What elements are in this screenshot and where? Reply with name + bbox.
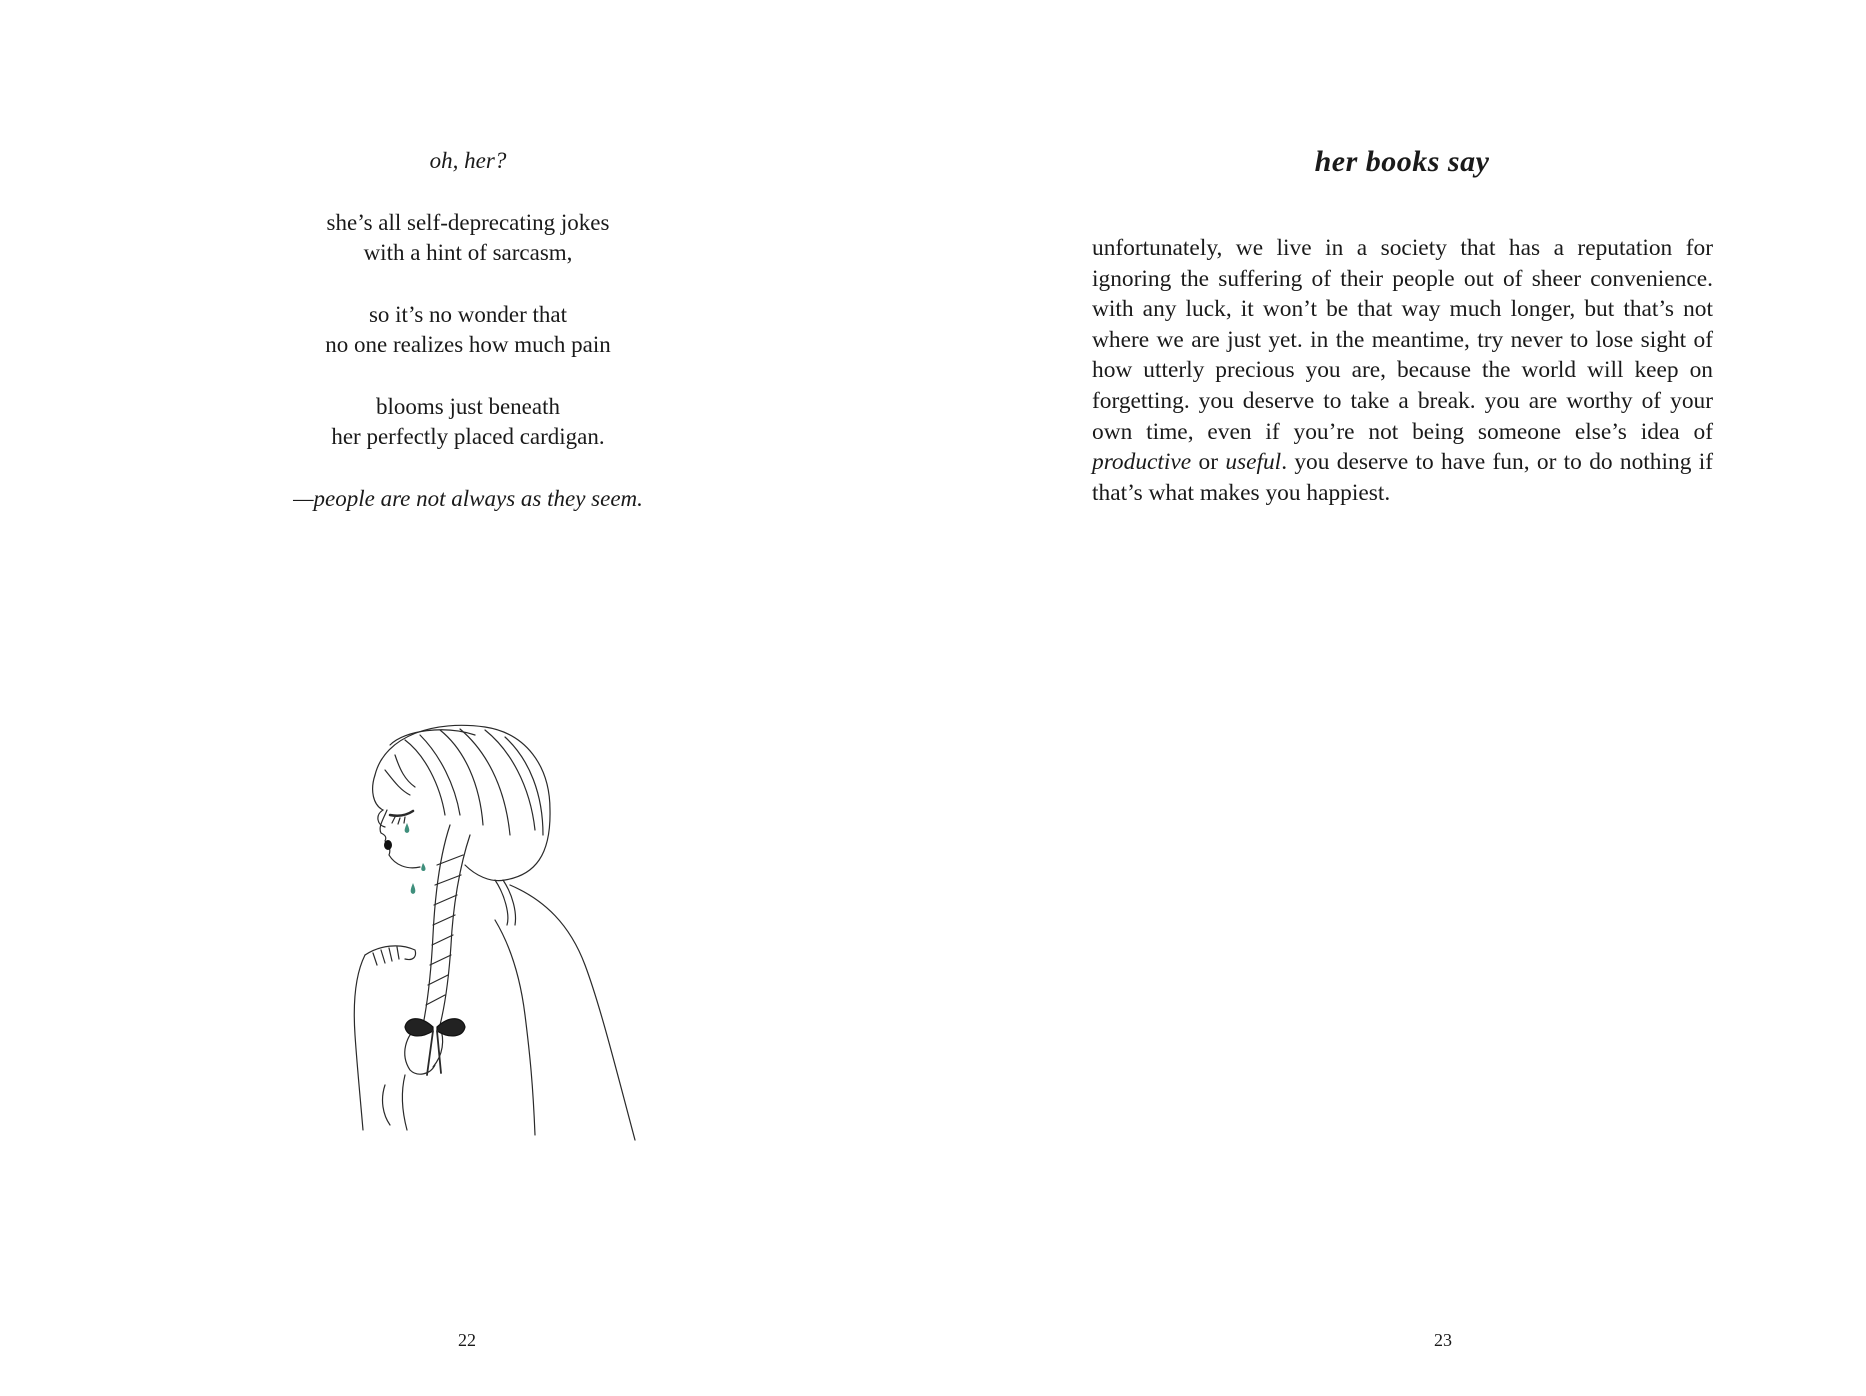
poem-line: no one realizes how much pain xyxy=(325,332,611,357)
chapter-heading: her books say xyxy=(1314,145,1490,178)
poem xyxy=(268,146,668,514)
emphasis-useful: useful xyxy=(1225,449,1282,476)
poem-stanza-3 xyxy=(268,392,668,453)
poem-line: her perfectly placed cardigan. xyxy=(331,424,605,449)
poem-title: oh, her? xyxy=(429,148,507,173)
poem-signoff: —people are not always as they seem. xyxy=(293,485,643,511)
page-number-right: 23 xyxy=(1434,1330,1452,1350)
poem-line: so it’s no wonder that xyxy=(368,301,568,327)
emphasis-productive: productive xyxy=(1092,449,1192,476)
paragraph-text: . you deserve to have fun, or to do nothing if that’s what makes you happiest. xyxy=(1092,449,1713,506)
poem-line: with a hint of sarcasm, xyxy=(363,240,573,265)
poem-line: she’s all self-deprecating jokes xyxy=(326,209,610,235)
girl-illustration xyxy=(345,715,645,1145)
page-number-left: 22 xyxy=(458,1330,476,1350)
right-page xyxy=(933,0,1866,1396)
body-paragraph xyxy=(1092,233,1713,508)
poem-stanza-2 xyxy=(268,300,668,361)
poem-line: blooms just beneath xyxy=(376,393,560,419)
poem-stanza-1 xyxy=(268,208,668,269)
paragraph-text: unfortunately, we live in a society that has a reputation for ignoring the suffering of their people out of sheer convenience. with any luck, it won’t be that way much longer, but that’s not where we are just yet. in the meantime, try never to lose sight of how utterly precious you are, because the world will keep on forgetting. you deserve to take a break. you are worthy of your own time, even if you’re not being someone else’s idea of xyxy=(1092,235,1713,445)
paragraph-text: or xyxy=(1191,449,1226,476)
